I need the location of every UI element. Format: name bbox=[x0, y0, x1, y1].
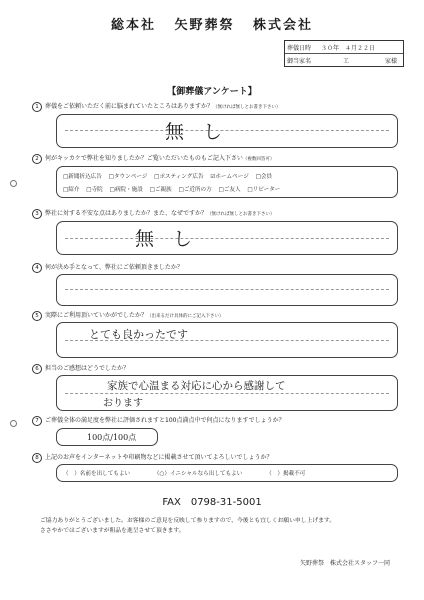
option-temple[interactable]: □寺院 bbox=[86, 187, 103, 193]
thanks-message bbox=[40, 516, 410, 536]
option-newspaper[interactable]: □新聞折込広告 bbox=[63, 174, 102, 180]
punch-hole-top bbox=[10, 180, 17, 187]
family-name-label: 御当家名 bbox=[287, 57, 312, 65]
answer-1-text: 無 し bbox=[165, 121, 223, 143]
option-neighbors[interactable]: □ご近所の方 bbox=[178, 187, 212, 193]
source-options-box bbox=[56, 166, 398, 198]
question-8 bbox=[32, 452, 272, 463]
score-value: 100点/100点 bbox=[87, 433, 137, 442]
question-2 bbox=[32, 153, 274, 164]
info-box bbox=[284, 40, 404, 67]
publish-option-name[interactable]: （ ）名前を出してもよい bbox=[63, 471, 131, 477]
funeral-date-label: 葬儀日時 bbox=[287, 44, 312, 52]
answer-box-4[interactable] bbox=[56, 274, 398, 306]
score-box[interactable] bbox=[56, 428, 158, 446]
question-6 bbox=[32, 363, 129, 374]
question-5-number: 5 bbox=[32, 311, 42, 321]
publish-options-box bbox=[56, 464, 398, 482]
question-4-text: 何が決め手となって、弊社にご依頼頂きましたか？ bbox=[45, 264, 183, 271]
family-name-suffix: 家様 bbox=[384, 57, 397, 65]
answer-box-6[interactable] bbox=[56, 375, 398, 411]
question-2-number: 2 bbox=[32, 154, 42, 164]
option-referral[interactable]: □紹介 bbox=[63, 187, 80, 193]
question-4 bbox=[32, 262, 183, 273]
thanks-line-1: ご協力ありがとうございました。お客様のご意見を反映して参りますので、今後とも宜しくお願い申し上げます。 bbox=[40, 518, 336, 524]
answer-3-text: 無 し bbox=[135, 228, 193, 250]
survey-heading: 【御葬儀アンケート】 bbox=[167, 87, 257, 97]
question-6-text: 担当のご感想はどうでしたか？ bbox=[45, 365, 130, 372]
question-1 bbox=[32, 101, 281, 112]
question-1-note: （無ければ無しとお書き下さい） bbox=[213, 105, 281, 110]
source-options-row-2 bbox=[63, 185, 285, 193]
option-hospital[interactable]: □病院・施設 bbox=[109, 187, 143, 193]
fax-number: FAX 0798-31-5001 bbox=[162, 497, 262, 508]
question-2-note: （複数回答可） bbox=[242, 157, 275, 162]
question-8-text: 上記のお声をインターネットや印刷物などに掲載させて頂いてよろしいでしょうか？ bbox=[45, 454, 273, 461]
question-3 bbox=[32, 208, 275, 219]
question-5-text: 実際にご利用頂いていかがでしたか？ bbox=[45, 312, 148, 319]
question-7 bbox=[32, 415, 285, 426]
publish-options bbox=[63, 469, 310, 477]
question-8-number: 8 bbox=[32, 453, 42, 463]
question-3-note: （無ければ無しとお書き下さい） bbox=[207, 212, 275, 217]
option-homepage[interactable]: ☑ホームページ bbox=[210, 174, 249, 180]
company-title bbox=[0, 14, 424, 33]
answer-6-line-1: 家族で心温まる対応に心から感謝して bbox=[107, 380, 286, 392]
punch-hole-bottom bbox=[10, 420, 17, 427]
question-7-text: ご葬儀全体の満足度を弊社に評価されますと100点満点中で何点になりますでしょうか？ bbox=[45, 417, 285, 424]
title-corporation: 株式会社 bbox=[253, 18, 314, 33]
publish-option-none[interactable]: （ ）掲載不可 bbox=[266, 471, 306, 477]
signature: 矢野葬祭 株式会社スタッフ一同 bbox=[300, 560, 391, 567]
answer-box-5[interactable] bbox=[56, 322, 398, 358]
title-company-name: 矢野葬祭 bbox=[174, 18, 235, 33]
question-2-text: 何がキッカケで弊社を知りましたか？ご覧いただいたものもご記入下さい bbox=[45, 155, 243, 162]
question-5-note: （出来るだけ具体的にご記入下さい） bbox=[147, 314, 224, 319]
publish-option-initials[interactable]: （○）イニシャルなら出してもよい bbox=[153, 471, 243, 477]
thanks-line-2: ささやかではございますが粗品を進呈させて頂きます。 bbox=[40, 528, 185, 534]
question-3-number: 3 bbox=[32, 209, 42, 219]
funeral-date-row bbox=[285, 41, 403, 54]
question-4-number: 4 bbox=[32, 263, 42, 273]
source-options-row-1 bbox=[63, 172, 277, 180]
option-friends[interactable]: □ご友人 bbox=[218, 187, 241, 193]
question-1-text: 葬儀をご依頼いただく前に脳まれていたところはありますか？ bbox=[45, 103, 214, 110]
answer-box-1[interactable] bbox=[56, 114, 398, 148]
family-name-value: 工 bbox=[343, 57, 350, 65]
question-3-text: 弊社に対する不安な点はありましたか？また、なぜですか？ bbox=[45, 210, 208, 217]
option-relatives[interactable]: □ご親族 bbox=[149, 187, 172, 193]
answer-box-3[interactable] bbox=[56, 221, 398, 255]
answer-5-text: とても良かったです bbox=[89, 328, 188, 341]
option-town-page[interactable]: □タウンページ bbox=[108, 174, 148, 180]
option-posting[interactable]: □ポスティング広告 bbox=[154, 174, 204, 180]
answer-6-line-2: おります bbox=[103, 398, 143, 409]
funeral-date-value: ３０年 ４月２２日 bbox=[321, 44, 376, 52]
question-7-number: 7 bbox=[32, 416, 42, 426]
option-member[interactable]: □会員 bbox=[255, 174, 273, 180]
option-repeater[interactable]: □リピーター bbox=[247, 187, 281, 193]
title-head-office: 総本社 bbox=[110, 18, 156, 33]
question-1-number: 1 bbox=[32, 102, 42, 112]
question-6-number: 6 bbox=[32, 364, 42, 374]
question-5 bbox=[32, 310, 224, 321]
family-name-row bbox=[285, 54, 403, 66]
